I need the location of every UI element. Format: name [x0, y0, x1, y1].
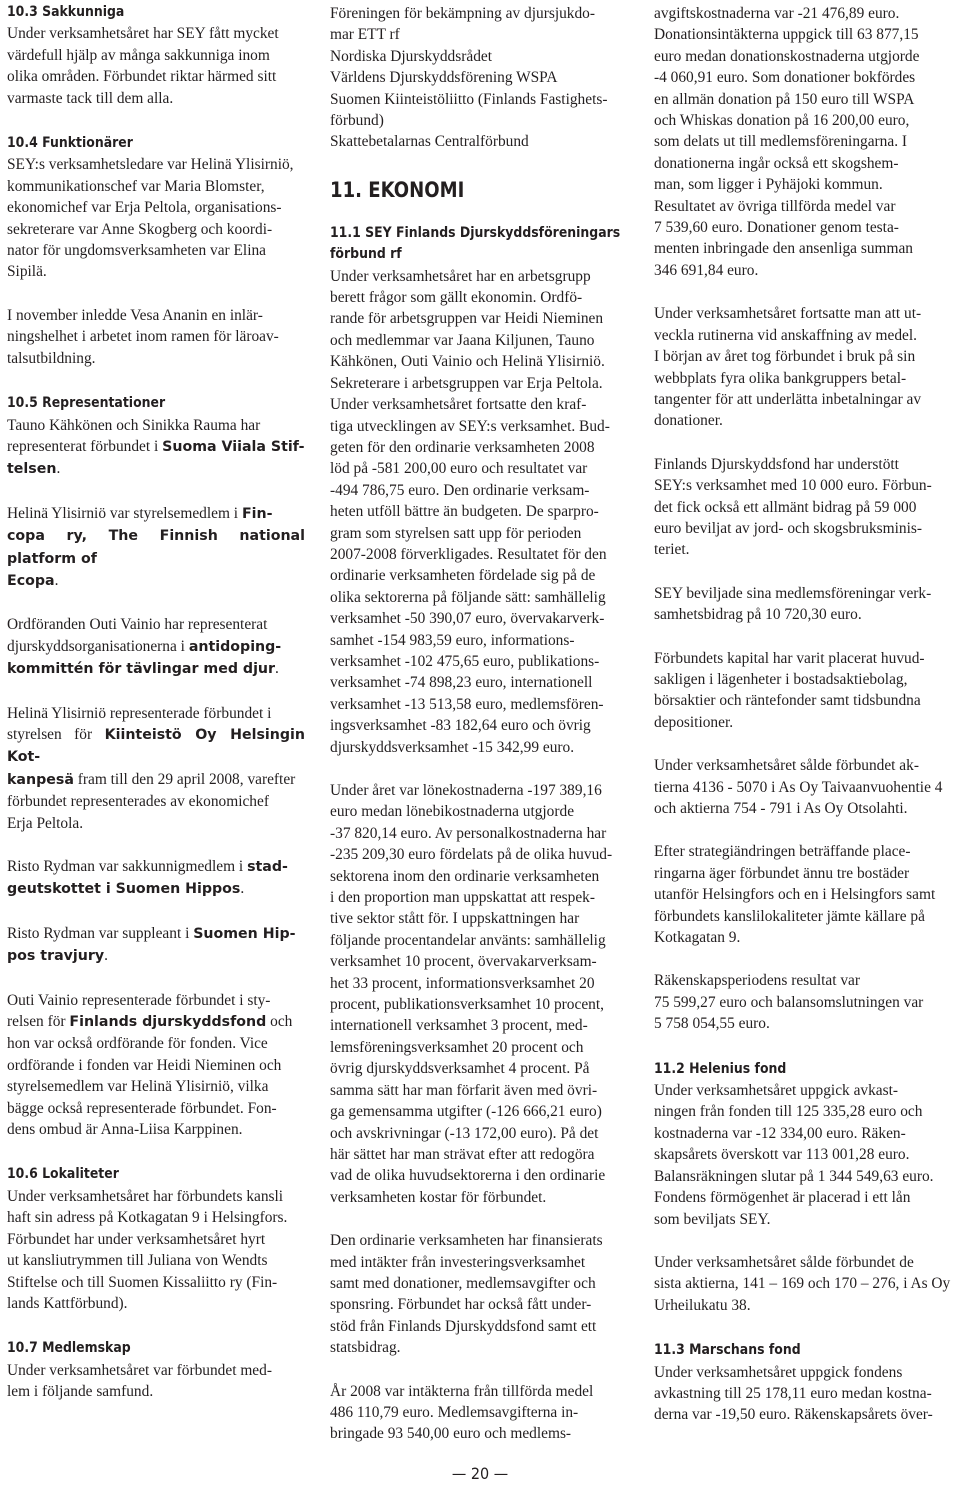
paragraph-text: . [54, 571, 59, 589]
body-paragraph [7, 415, 305, 481]
body-paragraph [654, 841, 956, 948]
text-column-right [654, 3, 956, 1426]
paragraph-text: Under verksamhetsåret har förbundets kansli haft sin adress på Kotkagatan 9 i Helsingfors. Förbundet har under verksamhetsåret hyrt ut kansliutrymmen till Juliana von Wendts Stiftelse och till Suomen Kissaliitto ry (Fin- lands Kattförbund). [7, 1187, 288, 1312]
body-paragraph [7, 503, 305, 593]
body-paragraph [7, 923, 305, 968]
paragraph-text: Risto Rydman var sakkunnigmedlem i [7, 858, 248, 875]
paragraph-text: Finlands Djurskyddsfond har understött SEY:s verksamhet med 10 000 euro. Förbun- det fick också ett allmänt bidrag på 59 000 euro beviljat av jord- och skogsbruksminis- teriet. [654, 455, 932, 559]
paragraph-text: Efter strategiändringen beträffande place- ringarna äger förbundet ännu tre bostäder utanför Helsingfors och en i Helsingfors samt förbundets kanslilokaliteter jämte källare på Kotkagatan 9. [654, 843, 936, 947]
body-paragraph [654, 454, 956, 561]
paragraph-text: . [275, 660, 279, 678]
emphasized-name: antidoping- kommittén för tävlingar med djur [7, 638, 282, 678]
paragraph-text: Tauno Kähkönen och Sinikka Rauma har representerat förbundet i [7, 416, 261, 455]
emphasized-name: Suomen Hip- pos travjury [7, 925, 296, 965]
emphasized-name: Kiinteistö Oy Helsingin Kot- kanpesä [7, 726, 305, 788]
paragraph-text: Helinä Ylisirniö var styrelsemedlem i [7, 504, 242, 522]
section-heading: 11.3 Marschans fond [654, 1342, 801, 1359]
emphasized-name: stad- geutskottet i Suomen Hippos [7, 859, 288, 898]
paragraph-text: Den ordinarie verksamheten har finansierats med intäkter från investeringsverksamhet samt med donationer, medlemsavgifter och sponsring. Förbundet har också fått under- stöd från Finlands Djurskyddsfond samt ett statsbidrag. [330, 1232, 603, 1357]
paragraph-text: Risto Rydman var suppleant i [7, 924, 194, 942]
body-paragraph [330, 3, 631, 153]
paragraph-text: Outi Vainio representerade förbundet i sty- relsen för [7, 991, 271, 1031]
emphasized-name: Suoma Viiala Stif- telsen [7, 438, 305, 478]
body-paragraph [654, 1252, 956, 1316]
body-paragraph [330, 1381, 631, 1445]
section-heading: 10.7 Medlemskap [7, 1340, 131, 1357]
body-paragraph [7, 614, 305, 680]
body-paragraph [654, 648, 956, 734]
body-paragraph [7, 703, 305, 834]
paragraph-text: Föreningen för bekämpning av djursjukdo- mar ETT rf Nordiska Djurskyddsrådet Världens Djurskyddsförening WSPA Suomen Kiinteistöliitto (Finlands Fastighets- förbund) Skattebetalarnas Centralförbund [330, 5, 608, 151]
body-paragraph [654, 583, 956, 626]
paragraph-text: avgiftskostnaderna var -21 476,89 euro. Donationsintäkterna uppgick till 63 877,15 euro medan donationskostnaderna utgjorde -4 060,91 euro. Som donationer bokfördes en allmän donation på 150 euro till WSPA och Whiskas donation på 16 200,00 euro, som delats ut till medlemsföreningarna. I donationerna ingår också ett skogshem- man, som ligger i Pyhäjoki kommun. Resultatet av övriga tillförda medel var 7 539,60 euro. Donationer genom testa- menten inbringade den ansenliga summan 346 691,84 euro. [654, 5, 920, 279]
body-paragraph [7, 1360, 305, 1403]
body-paragraph [330, 266, 631, 758]
body-paragraph [7, 990, 305, 1141]
body-paragraph [7, 856, 305, 901]
text-column-left [7, 2, 305, 1403]
section-heading: 10.3 Sakkunniga [7, 4, 125, 20]
paragraph-text: Under verksamhetsåret var förbundet med- lem i följande samfund. [7, 1361, 272, 1401]
paragraph-text: Under verksamhetsåret uppgick fondens avkastning till 25 178,11 euro medan kostna- derna var -19,50 euro. Räkenskapsårets över- [654, 1363, 933, 1424]
paragraph-text: SEY:s verksamhetsledare var Helinä Ylisirniö, kommunikationschef var Maria Blomster, ekonomichef var Erja Peltola, organisations- sekreterare var Anne Skogberg och koordi- nator för ungdomsverksamheten var Elina Sipilä. [7, 156, 294, 281]
section-heading: 10.5 Representationer [7, 395, 166, 412]
section-heading: 10.4 Funktionärer [7, 135, 133, 152]
body-paragraph [654, 1362, 956, 1426]
paragraph-text: . [104, 947, 108, 965]
section-heading: 11.1 SEY Finlands Djurskyddsföreningars förbund rf [330, 224, 621, 263]
section-heading: 11.2 Helenius fond [654, 1060, 787, 1077]
body-paragraph [654, 1080, 956, 1230]
paragraph-text: Ordföranden Outi Vainio har representerat djurskyddsorganisationerna i [7, 616, 268, 655]
paragraph-text: . [56, 460, 61, 478]
body-paragraph [7, 23, 305, 109]
body-paragraph [7, 154, 305, 282]
body-paragraph [7, 1186, 305, 1314]
paragraph-text: Räkenskapsperiodens resultat var 75 599,27 euro och balansomslutningen var 5 758 054,55 euro. [654, 972, 924, 1033]
paragraph-text: . [240, 880, 245, 898]
paragraph-text: Under året var lönekostnaderna -197 389,16 euro medan lönebikostnaderna utgjorde -37 820,14 euro. Av personalkostnaderna har -235 209,30 euro fördelats på de olika huvud- sektorena inom den ordinarie verksamheten i den proportion man uppskattat att respek- tive sektor stått för. I uppskattningen har följande procentandelar använts: samhällelig verksamhet 10 procent, övervakarverksam- het 33 procent, informationsverksamhet 20 procent, publikationsverksamhet 10 procent, internationell verksamhet 3 procent, med- lemsföreningsverksamhet 20 procent och övrig djurskyddsverksamhet 4 procent. På samma sätt har man förfarit även med övri- ga gemensamma utgifter (-126 666,21 euro) och avskrivningar (-13 172,00 euro). På det här sättet har man strävat efter att redogöra vad de olika huvudsektorerna i den ordinarie verksamheten kostar för förbundet. [330, 782, 613, 1206]
emphasized-name: Fin- copa ry, The Finnish national platform of Ecopa [7, 505, 305, 589]
paragraph-text: Under verksamhetsåret fortsatte man att ut- veckla rutinerna vid anskaffning av medel. I början av året tog förbundet i bruk på sin webbplats fyra olika bankgruppers betal- tangenter för att underlätta inbetalningar av donationer. [654, 305, 922, 430]
paragraph-text: och hon var också ordförande för fonden. Vice ordförande i fonden var Heidi Nieminen och styrelsemedlem var Helinä Ylisirniö, vilka bägge också representerade förbundet. Fon- dens ombud är Anna-Liisa Karppinen. [7, 1013, 293, 1139]
body-paragraph [654, 755, 956, 819]
body-paragraph [654, 970, 956, 1034]
emphasized-name: Finlands djurskyddsfond [69, 1014, 267, 1031]
chapter-heading: 11. EKONOMI [330, 177, 465, 202]
text-column-middle [330, 3, 631, 1445]
paragraph-text: SEY beviljade sina medlemsföreningar verk- samhetsbidrag på 10 720,30 euro. [654, 584, 932, 624]
paragraph-text: Förbundets kapital har varit placerat huvud- sakligen i lägenheter i bostadsaktiebolag, börsaktier och räntefonder samt tidsbundna depositioner. [654, 649, 925, 731]
body-paragraph [330, 780, 631, 1208]
body-paragraph [7, 305, 305, 369]
paragraph-text: Under verksamhetsåret sålde förbundet ak- tierna 4136 - 5070 i As Oy Taivaanvuohentie 4 och aktierna 754 - 791 i As Oy Otsolahti. [654, 757, 943, 817]
body-paragraph [654, 3, 956, 281]
paragraph-text: Under verksamhetsåret har en arbetsgrupp berett frågor som gällt ekonomin. Ordfö- rande för arbetsgruppen var Heidi Nieminen och medlemmar var Jaana Kiljunen, Tauno Kähkönen, Outi Vainio och Helinä Ylisirniö. Sekreterare i arbetsgruppen var Erja Peltola. Under verksamhetsåret fortsatte den kraf- tiga utvecklingen av SEY:s verksamhet. Bud- geten för den ordinarie verksamheten 2008 löd på -581 200,00 euro och resultatet var -494 786,75 euro. Den ordinarie verksam- heten utföll bättre än budgeten. De sparpro- gram som styrelsen satt upp för perioden 2007-2008 förverkligades. Resultatet för den ordinarie verksamheten fördelade sig på de olika sektorerna på följande sätt: samhällelig verksamhet -50 390,07 euro, övervakarverk- samhet -154 983,59 euro, informations- verksamhet -102 475,65 euro, publikations- verksamhet -74 898,23 euro, internationell verksamhet -13 513,58 euro, medlemsfören- ingsverksamhet -83 182,64 euro och övrig djurskyddsverksamhet -15 342,99 euro. [330, 267, 610, 756]
paragraph-text: Helinä Ylisirniö representerade förbundet i styrelsen för [7, 704, 272, 743]
paragraph-text: Under verksamhetsåret har SEY fått mycket värdefull hjälp av många sakkunniga inom olika områden. Förbundet riktar härmed sitt varmaste tack till dem alla. [7, 25, 279, 107]
body-paragraph [654, 303, 956, 431]
page-number: — 20 — [451, 1464, 509, 1483]
body-paragraph [330, 1230, 631, 1358]
paragraph-text: Under verksamhetsåret sålde förbundet de sista aktierna, 141 – 169 och 170 – 276, i As Oy Urheilukatu 38. [654, 1253, 951, 1314]
paragraph-text: Under verksamhetsåret uppgick avkast- ningen från fonden till 125 335,28 euro och kostnaderna var -12 334,00 euro. Räken- skapsårets överskott var 113 001,28 euro. Balansräkningen slutar på 1 344 549,63 euro. Fondens förmögenhet är placerad i ett lån som beviljats SEY. [654, 1082, 934, 1228]
paragraph-text: År 2008 var intäkterna från tillförda medel 486 110,79 euro. Medlemsavgifterna in- bringade 93 540,00 euro och medlems- [330, 1382, 594, 1443]
section-heading: 10.6 Lokaliteter [7, 1166, 119, 1183]
paragraph-text: fram till den 29 april 2008, varefter förbundet representerades av ekonomichef Erja Peltola. [7, 770, 296, 832]
paragraph-text: I november inledde Vesa Ananin en inlär- ningshelhet i arbetet inom ramen för läroav- talsutbildning. [7, 306, 279, 367]
